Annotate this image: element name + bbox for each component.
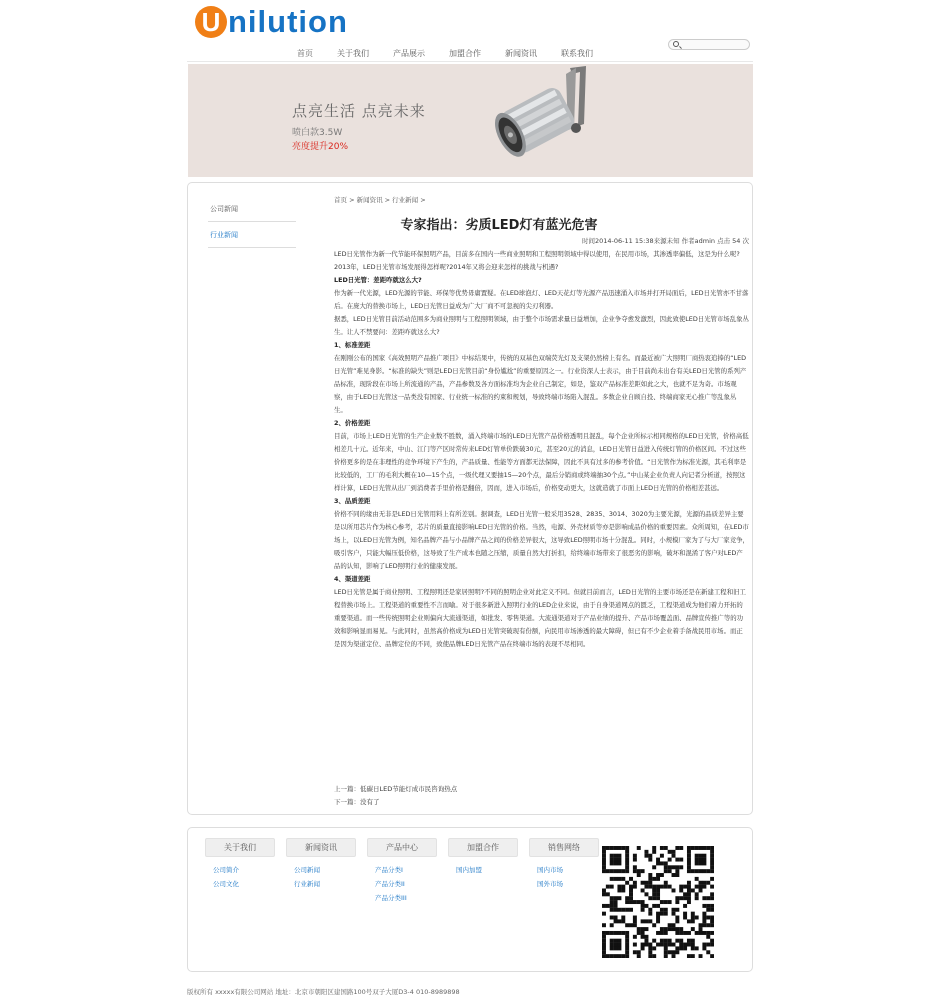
nav-franchise[interactable]: 加盟合作 (449, 49, 481, 58)
nav-divider (187, 61, 753, 62)
copyright-text: 版权所有 xxxxx有限公司网站 地址：北京市朝阳区建国路100号双子大厦D3-4 010-8989898 (187, 988, 460, 996)
next-title: 没有了 (360, 798, 380, 806)
banner-highlight: 亮度提升20% (292, 142, 349, 152)
next-article (334, 796, 457, 809)
nav-products[interactable]: 产品展示 (393, 49, 425, 58)
search-box[interactable] (668, 39, 750, 50)
footer-col-sales (529, 838, 599, 891)
breadcrumb[interactable]: 首页 > 新闻资讯 > 行业新闻 > (334, 196, 426, 204)
prev-label: 上一篇： (334, 785, 360, 793)
article-paragraph: 据悉，LED日光管目前活动范围多为商业照明与工程照明领域，由于整个市场需求量日益增加，企业争夺愈发激烈，因此致使LED日光管市场乱象丛生。让人不禁要问：差距咋就这么大? (334, 315, 749, 336)
search-input[interactable] (681, 40, 747, 49)
footer-link[interactable]: 产品分类II (375, 880, 405, 888)
footer-panel (187, 827, 753, 972)
prev-article[interactable] (334, 783, 457, 796)
footer-col-title[interactable]: 销售网络 (529, 838, 599, 857)
footer-col-title[interactable]: 关于我们 (205, 838, 275, 857)
prev-title[interactable]: 低碳日LED节能灯成市民咨询热点 (360, 785, 458, 793)
footer-col-franchise (448, 838, 518, 877)
footer-link[interactable]: 国内加盟 (456, 866, 482, 874)
article-paragraph: 作为新一代光源，LED光源的节能、环保等优势毋庸置疑。在LED球泡灯、LED天花灯等光源产品迅速涌入市场并打开局面后，LED日光管亦不甘落后。在庞大的替换市场上，LED日光管日益成为广大厂商不可忽视的尖刃利器。 (334, 289, 749, 310)
search-icon[interactable] (673, 41, 679, 47)
footer-link[interactable]: 公司文化 (213, 880, 239, 888)
qr-code-icon (602, 846, 714, 958)
article-subheading: 4、渠道差距 (334, 575, 371, 583)
nav-news[interactable]: 新闻资讯 (505, 49, 537, 58)
footer-link[interactable]: 行业新闻 (294, 880, 320, 888)
footer-col-title[interactable]: 产品中心 (367, 838, 437, 857)
article-subheading: LED日光管：差距咋就这么大? (334, 276, 422, 284)
nav-contact[interactable]: 联系我们 (561, 49, 593, 58)
article-subheading: 3、品质差距 (334, 497, 371, 505)
article-meta: 时间2014-06-11 15:38来源未知 作者admin 点击 54 次 (582, 237, 749, 245)
article-subheading: 2、价格差距 (334, 419, 371, 427)
logo-mark: U (195, 6, 227, 38)
article-title: 专家指出：劣质LED灯有蓝光危害 (400, 218, 598, 233)
next-label: 下一篇： (334, 798, 360, 806)
article-body (334, 248, 749, 651)
footer-link[interactable]: 产品分类I (375, 866, 403, 874)
main-nav (297, 48, 617, 59)
article-paragraph: 在刚刚公布的国家《高效照明产品推广项目》中标结果中，传统的双基色双端荧光灯及支架仍然榜上有名。而最近被广大照明厂商热衷追捧的“LED日光管”难见身影。“标准的缺失”则是LED日光管目前“身份尴尬”的重要原因之一。行业资深人士表示，由于目前尚未出台有关LED日光管的系列产品标准，现阶段在市场上所流通的产品，产品参数及各方面标准均为企业自己制定，如是，鉴双产品标准差距如此之大，也就不足为奇。市场观察，由于LED日光管这一品类没有国家、行业统一标准的约束和规划，导致终端市场陷入混乱。多数企业自顾自投、终端商家无心推广等乱象丛生。 (334, 354, 747, 414)
prev-next-links (334, 783, 457, 809)
footer-col-news (286, 838, 356, 891)
article-paragraph: LED日光管是属于商业照明、工程照明还是家居照明?不同的照明企业对此定义不同。但就目前而言，LED日光管的主要市场还是在新建工程和旧工程替换市场上。工程渠道的重要性不言而喻。对于很多新进入照明行业的LED企业来说，由于自身渠道网点的匮乏，工程渠道成为他们着力开拓的重要渠道。而一些传统照明企业则偏向大流通渠道，如批发、零售渠道。大流通渠道对于产品业绩的提升、产品市场覆盖面、品牌宣传推广等的功效和影响显而易见。与此同时，虽然高价格成为LED日光管突破现有份额，向民用市场渗透的最大障碍，但已有不少企业着手备战民用市场。而正是因为渠道定位、品牌定位的不同，致使品牌LED日光管产品在终端市场的表现不尽相同。 (334, 588, 746, 648)
footer-col-about (205, 838, 275, 891)
banner-subline: 喷白款3.5W (292, 128, 343, 138)
banner-headline: 点亮生活 点亮未来 (292, 102, 426, 120)
footer-link[interactable]: 公司简介 (213, 866, 239, 874)
footer-col-title[interactable]: 新闻资讯 (286, 838, 356, 857)
hero-banner[interactable] (188, 64, 753, 177)
footer-link[interactable]: 国内市场 (537, 866, 563, 874)
article-subheading: 1、标准差距 (334, 341, 371, 349)
footer-link[interactable]: 公司新闻 (294, 866, 320, 874)
news-sidebar (208, 201, 296, 253)
footer-col-title[interactable]: 加盟合作 (448, 838, 518, 857)
spotlight-lamp-icon (488, 64, 608, 177)
article-area (334, 195, 749, 651)
footer-col-products (367, 838, 437, 905)
sidebar-item-company-news[interactable]: 公司新闻 (208, 201, 296, 222)
article-paragraph: LED日光管作为新一代节能环保照明产品，目前多在国内一些商业照明和工程照明领域中得以使用，在民用市场，其渗透率偏低，这是为什么呢?2013年，LED日光管市场发展得怎样呢?2014年又将会迎来怎样的挑战与机遇? (334, 250, 740, 271)
site-logo[interactable] (195, 4, 348, 40)
main-content-panel (187, 182, 753, 815)
nav-home[interactable]: 首页 (297, 49, 313, 58)
sidebar-item-industry-news[interactable]: 行业新闻 (208, 227, 296, 248)
nav-about[interactable]: 关于我们 (337, 49, 369, 58)
logo-wordmark: nilution (228, 4, 348, 39)
footer-link[interactable]: 国外市场 (537, 880, 563, 888)
article-paragraph: 价格不同的缘由无非是LED日光管用料上有所差别。据调查，LED日光管一般采用3528、2835、3014、3020为主要光源，光源的品质差异主要是以所用芯片作为核心参考，芯片的质量直接影响LED日光管的价格。当然，电源、外壳材质等亦是影响成品价格的重要因素。众所周知，在LED市场上，以LED日光管为例，知名品牌产品与小品牌产品之间的价格差异很大，这导致LED照明市场十分混乱。同时，小规模厂家为了与大厂家竞争，吸引客户，只能大幅压低价格，这导致了生产成本也随之压缩，质量自然大打折扣，给终端市场带来了很恶劣的影响，破坏和混淆了客户对LED产品的认知，影响了LED照明行业的健康发展。 (334, 510, 749, 570)
article-paragraph: 目前，市场上LED日光管的生产企业数不胜数，涌入终端市场的LED日光管产品价格透明且混乱，每个企业所标示相同规格的LED日光管，价格高低相差几十元。近年来，中山、江门等产区时常传来LED灯管单价跌破30元，甚至20元的消息，LED日光管日益进入传统灯管的价格区间。不过这些价格更多的是在非理性的竞争环境下产生的，产品质量、性能等方面都无法保障，因此不具有过多的参考价值。“日光管作为标准光源，其毛利率是比较低的，工厂的毛利大概在10—15个点，一级代理又要抽15—20个点，最后分销商或终端抽30个点。”中山某企业负责人向记者分析道，按照这样计算，LED日光管从出厂到消费者手里价格是翻倍，因而，进入市场后，价格变动更大，这就造就了市面上LED日光管的价格相差甚远。 (334, 432, 749, 492)
footer-link[interactable]: 产品分类III (375, 894, 407, 902)
